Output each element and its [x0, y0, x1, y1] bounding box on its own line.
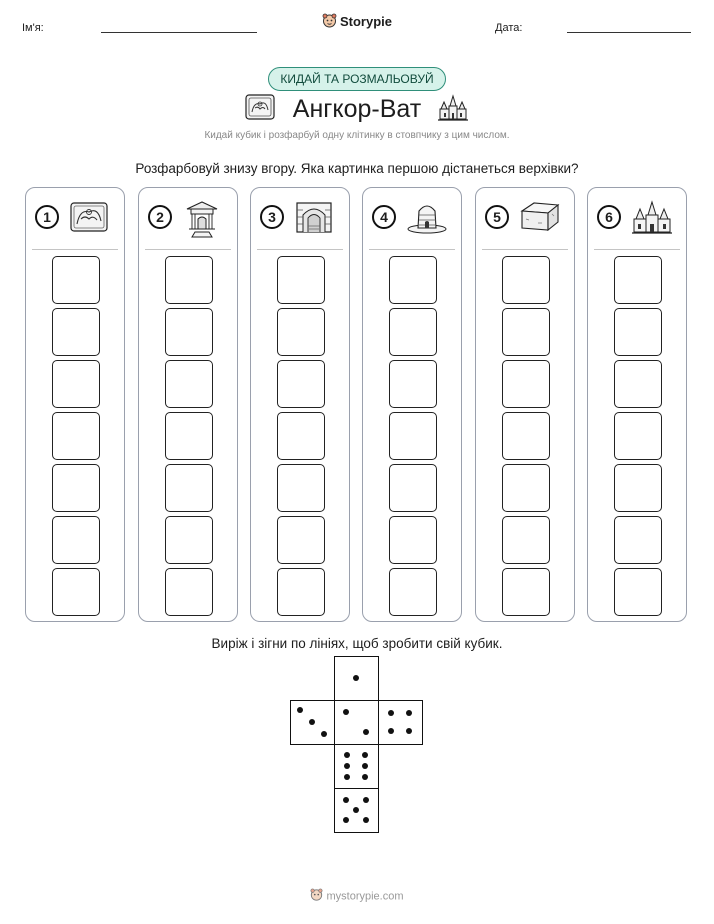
color-cell[interactable]	[614, 464, 662, 512]
color-cell[interactable]	[165, 516, 213, 564]
storypie-mascot-icon	[322, 13, 337, 32]
cut-instruction: Виріж і зігни по лініях, щоб зробити свій кубик.	[211, 636, 503, 651]
column-divider	[257, 249, 343, 250]
footer	[0, 888, 714, 905]
column-number: 2	[148, 205, 172, 229]
pip	[363, 817, 369, 823]
color-cell[interactable]	[614, 516, 662, 564]
color-cell[interactable]	[165, 308, 213, 356]
color-cell[interactable]	[277, 464, 325, 512]
color-cell[interactable]	[52, 412, 100, 460]
column-4	[362, 187, 462, 622]
pip	[343, 709, 349, 715]
pip	[406, 728, 412, 734]
color-cell[interactable]	[614, 360, 662, 408]
color-cell[interactable]	[389, 464, 437, 512]
angkor-temple-icon	[437, 94, 469, 127]
pip	[344, 752, 350, 758]
color-cell[interactable]	[389, 412, 437, 460]
page-title: Ангкор-Ват	[292, 95, 422, 123]
stone-block-icon	[518, 199, 562, 238]
column-number: 1	[35, 205, 59, 229]
color-cell[interactable]	[502, 308, 550, 356]
color-cell[interactable]	[502, 256, 550, 304]
pip	[363, 729, 369, 735]
color-cell[interactable]	[277, 568, 325, 616]
color-cell[interactable]	[165, 360, 213, 408]
pip	[388, 710, 394, 716]
die-face-4	[378, 700, 423, 745]
stone-carving-icon	[68, 199, 110, 240]
die-face-6	[334, 744, 379, 789]
column-number: 6	[597, 205, 621, 229]
date-field-line[interactable]	[567, 32, 691, 33]
pip	[362, 763, 368, 769]
color-cell[interactable]	[165, 464, 213, 512]
date-label: Дата:	[495, 22, 523, 34]
color-cell[interactable]	[389, 360, 437, 408]
color-cell[interactable]	[52, 256, 100, 304]
column-6	[587, 187, 687, 622]
column-number: 5	[485, 205, 509, 229]
color-cell[interactable]	[52, 308, 100, 356]
color-cell[interactable]	[277, 256, 325, 304]
color-cell[interactable]	[277, 412, 325, 460]
color-cell[interactable]	[389, 256, 437, 304]
name-label: Ім'я:	[22, 22, 44, 34]
color-cell[interactable]	[389, 568, 437, 616]
die-face-3	[290, 700, 335, 745]
color-cell[interactable]	[165, 256, 213, 304]
column-divider	[482, 249, 568, 250]
color-cell[interactable]	[389, 516, 437, 564]
subtitle: Кидай кубик і розфарбуй одну клітинку в стовпчику з цим числом.	[204, 130, 510, 141]
color-cell[interactable]	[165, 412, 213, 460]
game-instruction: Розфарбовуй знизу вгору. Яка картинка першою дістанеться верхівки?	[135, 161, 579, 176]
color-cell[interactable]	[389, 308, 437, 356]
color-cell[interactable]	[52, 464, 100, 512]
pip	[353, 675, 359, 681]
color-cell[interactable]	[502, 568, 550, 616]
color-cell[interactable]	[614, 256, 662, 304]
color-cell[interactable]	[614, 568, 662, 616]
color-cell[interactable]	[502, 412, 550, 460]
die-face-1	[334, 656, 379, 701]
color-cell[interactable]	[502, 360, 550, 408]
pip	[344, 774, 350, 780]
pip	[343, 817, 349, 823]
pip	[353, 807, 359, 813]
column-number: 4	[372, 205, 396, 229]
temple-gate-icon	[181, 199, 223, 244]
pip	[362, 774, 368, 780]
color-cell[interactable]	[52, 568, 100, 616]
color-cell[interactable]	[165, 568, 213, 616]
column-2	[138, 187, 238, 622]
pip	[388, 728, 394, 734]
pip	[321, 731, 327, 737]
island-tower-icon	[405, 199, 449, 240]
color-cell[interactable]	[502, 464, 550, 512]
pip	[344, 763, 350, 769]
color-cell[interactable]	[277, 360, 325, 408]
stone-corridor-icon	[293, 199, 335, 240]
color-cell[interactable]	[614, 412, 662, 460]
pip	[309, 719, 315, 725]
brand-logo	[0, 13, 714, 32]
column-divider	[594, 249, 680, 250]
activity-tag: КИДАЙ ТА РОЗМАЛЬОВУЙ	[268, 67, 446, 91]
die-face-2	[334, 700, 379, 745]
die-face-5	[334, 788, 379, 833]
column-divider	[32, 249, 118, 250]
color-cell[interactable]	[277, 308, 325, 356]
column-5	[475, 187, 575, 622]
color-cell[interactable]	[614, 308, 662, 356]
pip	[363, 797, 369, 803]
brand-name: Storypie	[339, 13, 392, 29]
color-cell[interactable]	[502, 516, 550, 564]
pip	[343, 797, 349, 803]
column-number: 3	[260, 205, 284, 229]
column-1	[25, 187, 125, 622]
pip	[297, 707, 303, 713]
pip	[406, 710, 412, 716]
color-cell[interactable]	[277, 516, 325, 564]
column-divider	[145, 249, 231, 250]
footer-url[interactable]: mystorypie.com	[326, 890, 404, 903]
color-cell[interactable]	[52, 360, 100, 408]
angkor-temple-icon	[630, 199, 674, 242]
column-3	[250, 187, 350, 622]
name-field-line[interactable]	[101, 32, 257, 33]
pip	[362, 752, 368, 758]
color-cell[interactable]	[52, 516, 100, 564]
column-divider	[369, 249, 455, 250]
storypie-mascot-icon	[310, 888, 323, 905]
